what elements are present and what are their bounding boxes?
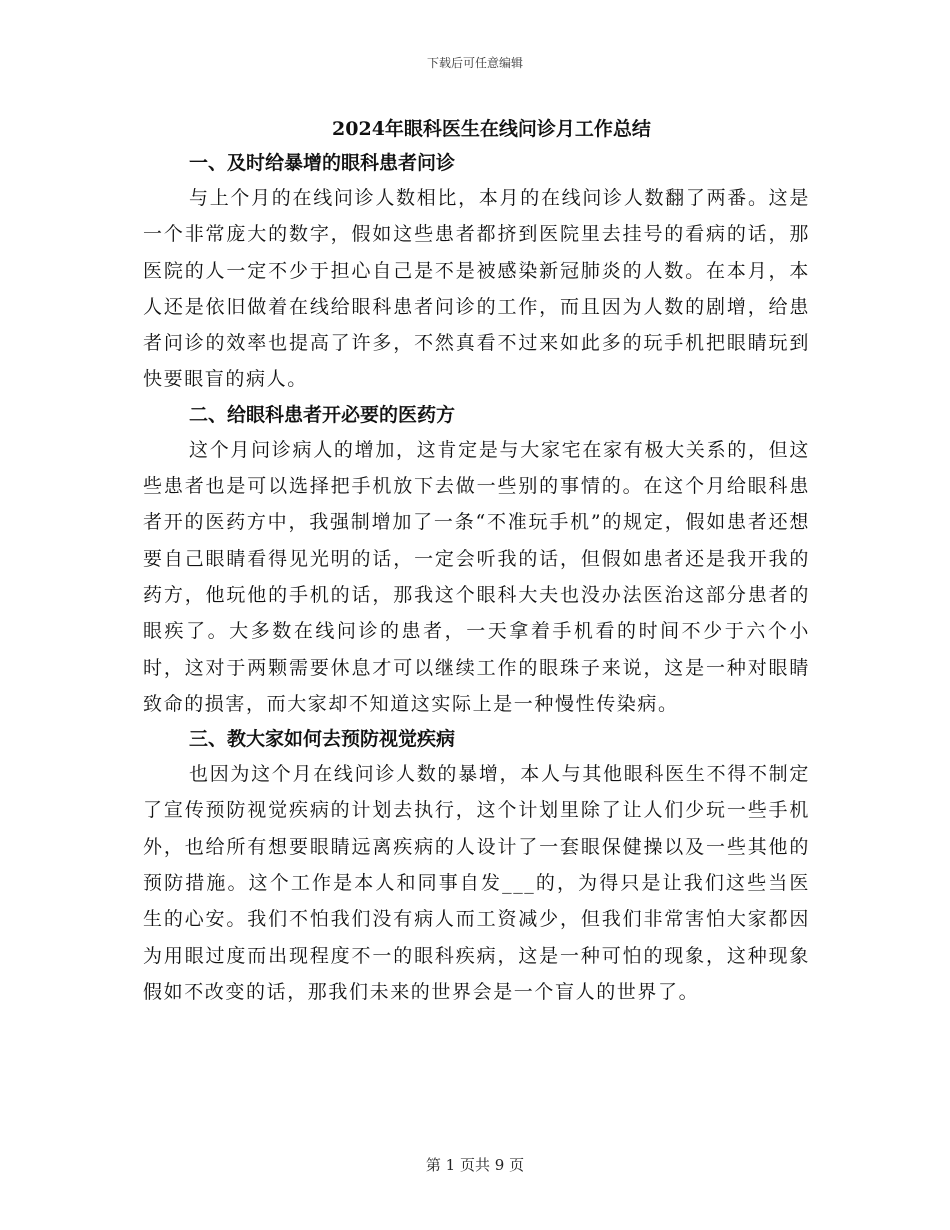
section-1 [143,146,810,398]
document-title: 2024年眼科医生在线问诊月工作总结 [332,118,651,140]
page-footer: 第 1 页共 9 页 [425,1156,525,1174]
section-3 [143,722,810,1010]
section-paragraph: 这个月问诊病人的增加，这肯定是与大家宅在家有极大关系的，但这些患者也是可以选择把手机放下去做一些别的事情的。在这个月给眼科患者开的医药方中，我强制增加了一条“不准玩手机”的规定，假如患者还想要自己眼睛看得见光明的话，一定会听我的话，但假如患者还是我开我的药方，他玩他的手机的话，那我这个眼科大夫也没办法医治这部分患者的眼疾了。大多数在线问诊的患者，一天拿着手机看的时间不少于六个小时，这对于两颗需要休息才可以继续工作的眼珠子来说，这是一种对眼睛致命的损害，而大家却不知道这实际上是一种慢性传染病。 [143,438,810,715]
section-2 [143,398,810,722]
section-heading: 三、教大家如何去预防视觉疾病 [189,728,456,751]
page-header: 下载后可任意编辑 [426,56,523,70]
section-paragraph: 也因为这个月在线问诊人数的暴增，本人与其他眼科医生不得不制定了宣传预防视觉疾病的计划去执行，这个计划里除了让人们少玩一些手机外，也给所有想要眼睛远离疾病的人设计了一套眼保健操以及一些其他的预防措施。这个工作是本人和同事自发___的，为得只是让我们这些当医生的心安。我们不怕我们没有病人而工资减少，但我们非常害怕大家都因为用眼过度而出现程度不一的眼科疾病，这是一种可怕的现象，这种现象假如不改变的话，那我们未来的世界会是一个盲人的世界了。 [143,763,810,1003]
section-heading: 二、给眼科患者开必要的医药方 [189,403,456,426]
section-heading: 一、及时给暴增的眼科患者问诊 [189,152,456,174]
section-paragraph: 与上个月的在线问诊人数相比，本月的在线问诊人数翻了两番。这是一个非常庞大的数字，假如这些患者都挤到医院里去挂号的看病的话，那医院的人一定不少于担心自己是不是被感染新冠肺炎的人数。在本月，本人还是依旧做着在线给眼科患者问诊的工作，而且因为人数的剧增，给患者问诊的效率也提高了许多，不然真看不过来如此多的玩手机把眼睛玩到快要眼盲的病人。 [143,187,810,391]
document-body [143,112,810,1010]
